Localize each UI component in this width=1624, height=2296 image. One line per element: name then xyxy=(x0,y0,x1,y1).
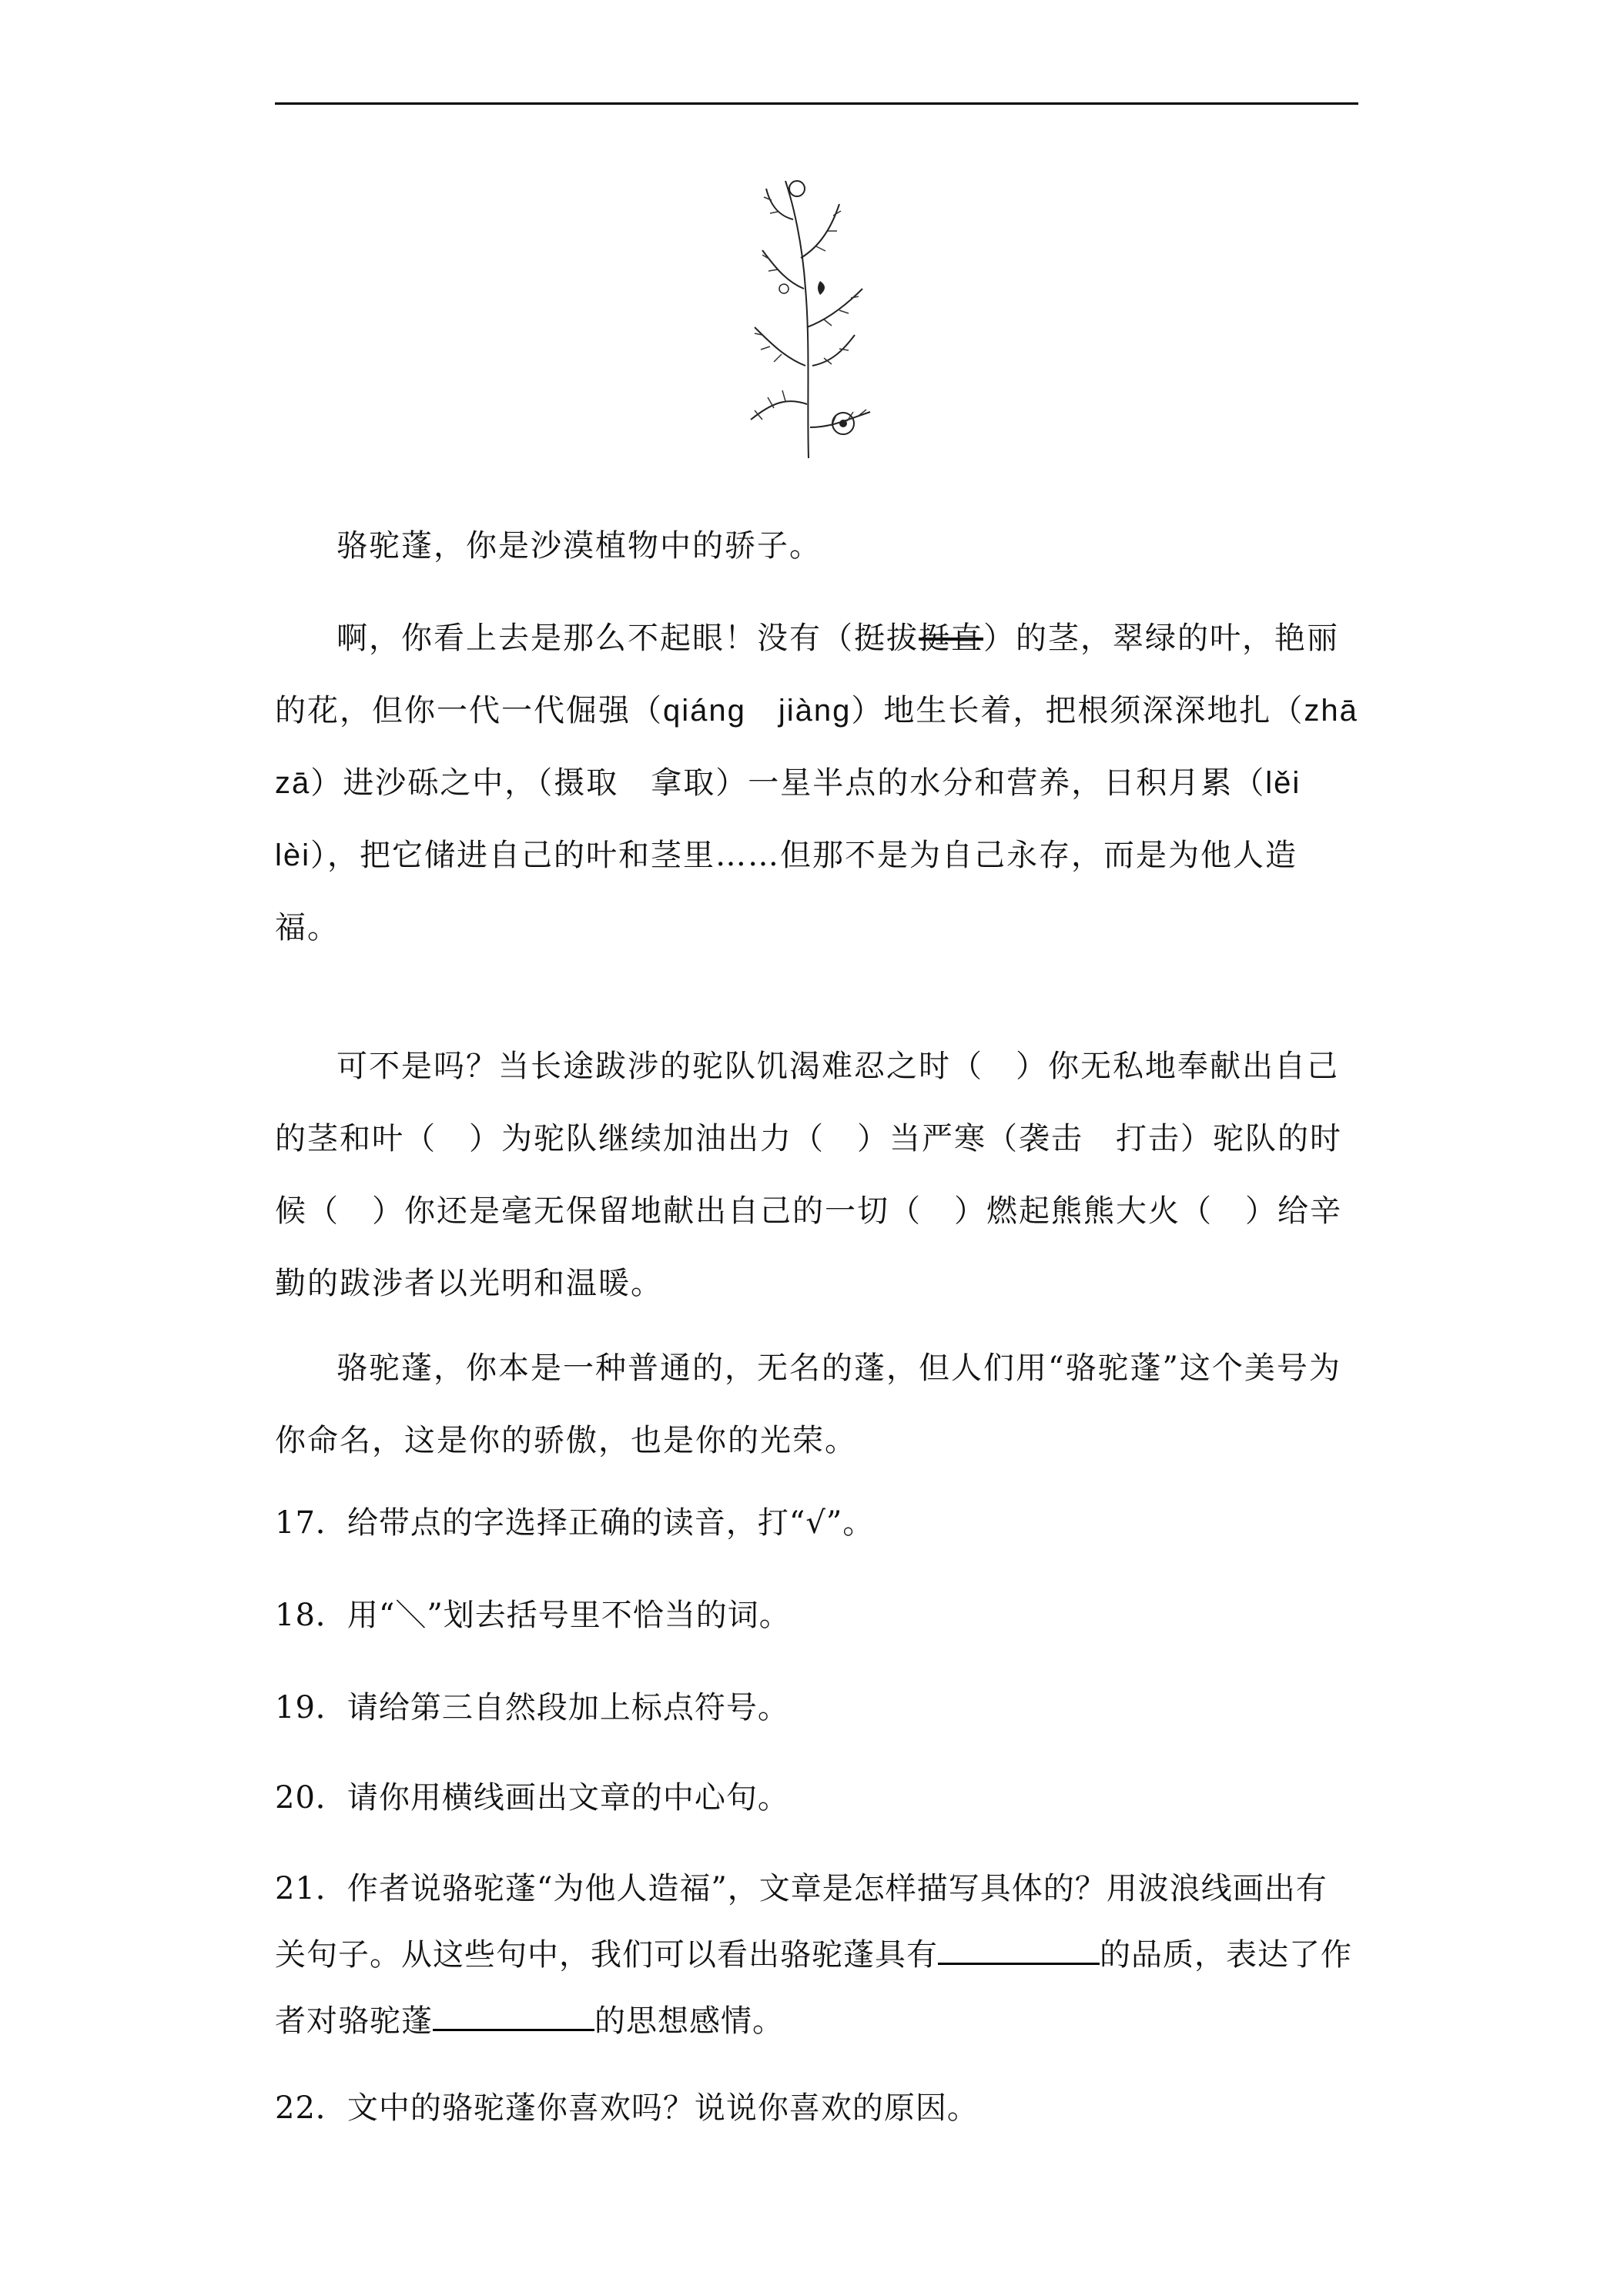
paragraph-2-text-a: 啊，你看上去是那么不起眼！没有（挺拔 xyxy=(337,621,919,656)
passage-paragraph-1 xyxy=(275,510,1358,582)
pinyin-options-2: zhā zā xyxy=(275,694,1391,800)
pinyin-options-1: qiáng jiàng xyxy=(663,694,852,728)
paragraph-2-text-c: ）的茎，翠绿的叶，艳丽的花，但你一代一代倔强（ xyxy=(275,621,1339,728)
question-17: 17．给带点的字选择正确的读音，打“√”。 xyxy=(275,1505,875,1541)
passage-paragraph-2 xyxy=(275,602,1391,964)
question-22: 22．文中的骆驼蓬你喜欢吗？说说你喜欢的原因。 xyxy=(275,2090,979,2126)
paragraph-2-text-f: ），把它储进自己的叶和茎里……但那不是为自己永存，而是为他人造福。 xyxy=(275,838,1298,946)
camel-thorn-plant-illustration xyxy=(739,173,878,466)
paragraph-3-text: 可不是吗？当长途跋涉的驼队饥渴难忍之时（ ）你无私地奉献出自己的茎和叶（ ）为驼队继续加油出力（ ）当严寒（袭击 打击）驼队的时候（ ）你还是毫无保留地献出自己的一切（ ）燃起熊熊大火（ ）给辛勤的跋涉者以光明和温暖。 xyxy=(275,1049,1342,1301)
answer-blank-feeling[interactable] xyxy=(433,2003,594,2031)
question-21-text-b: 的品质，表达了作者对骆驼蓬 xyxy=(275,1937,1352,2039)
passage-paragraph-4 xyxy=(275,1332,1358,1477)
pinyin-options-3: lěi lèi xyxy=(275,766,1334,872)
question-18: 18．用“＼”划去括号里不恰当的词。 xyxy=(275,1598,791,1633)
paragraph-1-text: 骆驼蓬，你是沙漠植物中的骄子。 xyxy=(337,528,822,564)
paragraph-4-text: 骆驼蓬，你本是一种普通的，无名的蓬，但人们用“骆驼蓬”这个美号为你命名，这是你的骄傲，也是你的光荣。 xyxy=(275,1350,1341,1458)
question-21 xyxy=(275,1856,1358,2054)
answer-blank-quality[interactable] xyxy=(938,1936,1100,1965)
struck-word: 挺直 xyxy=(919,621,983,656)
paragraph-2-text-e: ）进沙砾之中，（摄取 拿取）一星半点的水分和营养，日积月累（ xyxy=(310,765,1266,801)
question-21-text-a: 21．作者说骆驼蓬“为他人造福”，文章是怎样描写具体的？用波浪线画出有关句子。从这些句中，我们可以看出骆驼蓬具有 xyxy=(275,1871,1328,1973)
question-21-text-c: 的思想感情。 xyxy=(594,2003,784,2039)
passage-paragraph-3 xyxy=(275,1030,1358,1320)
header-rule xyxy=(275,102,1358,105)
paragraph-2-text-d: ）地生长着，把根须深深地扎（ xyxy=(851,693,1304,728)
question-19: 19．请给第三自然段加上标点符号。 xyxy=(275,1690,789,1725)
question-20: 20．请你用横线画出文章的中心句。 xyxy=(275,1780,789,1816)
